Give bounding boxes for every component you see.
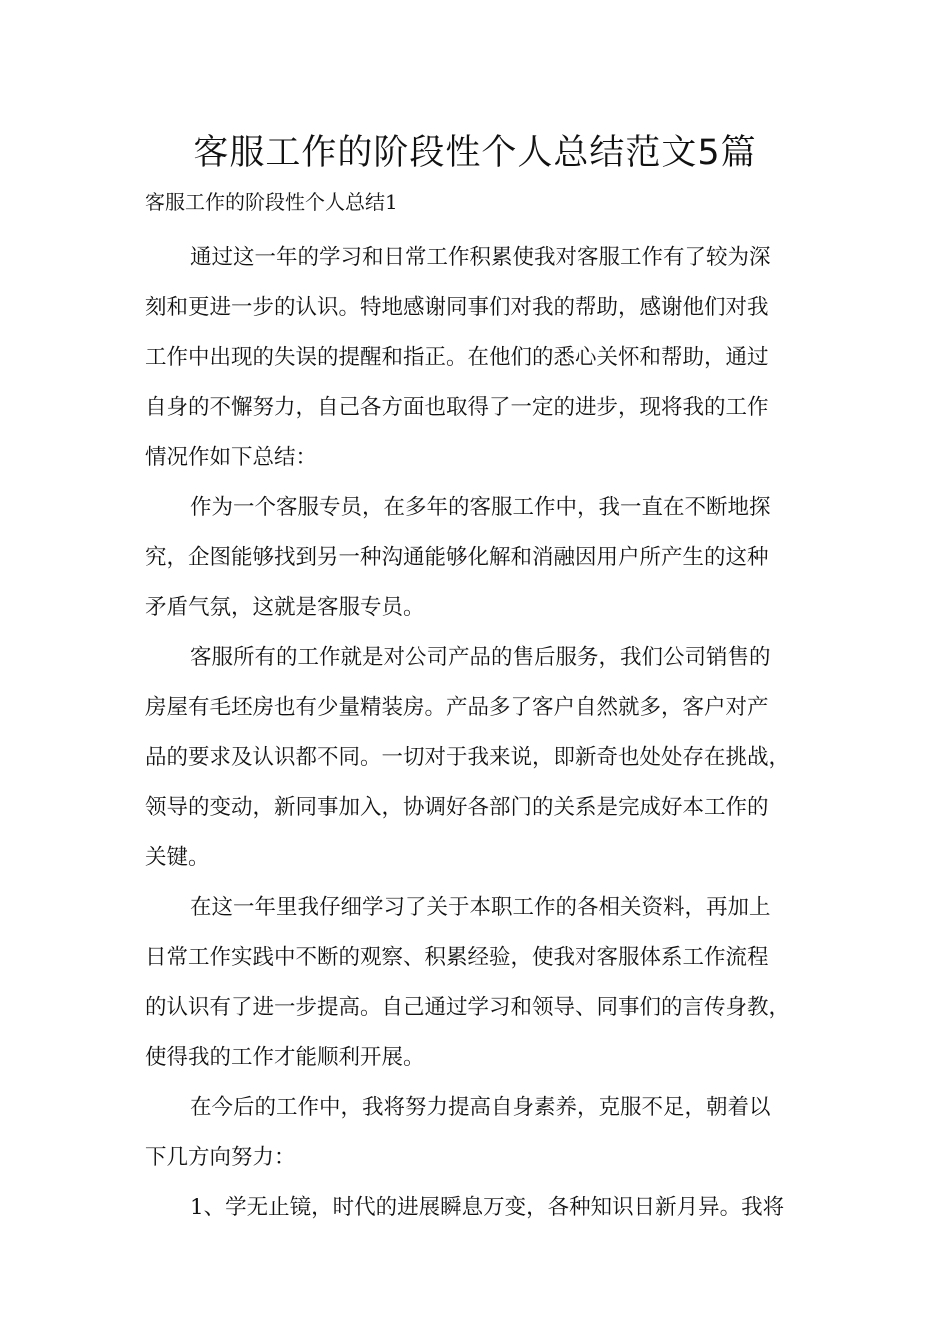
text-line: 通过这一年的学习和日常工作积累使我对客服工作有了较为深 <box>190 245 771 270</box>
paragraph-3 <box>145 633 825 883</box>
text-line: 刻和更进一步的认识。特地感谢同事们对我的帮助，感谢他们对我 <box>145 295 769 320</box>
text-line: 在这一年里我仔细学习了关于本职工作的各相关资料，再加上 <box>190 895 771 920</box>
text-line: 下几方向努力： <box>145 1145 296 1170</box>
text-line: 的认识有了进一步提高。自己通过学习和领导、同事们的言传身教， <box>145 995 791 1020</box>
paragraph-2 <box>145 483 825 633</box>
section-heading: 客服工作的阶段性个人总结1 <box>145 190 398 214</box>
text-line: 客服所有的工作就是对公司产品的售后服务，我们公司销售的 <box>190 645 771 670</box>
document-body <box>145 233 825 1233</box>
text-line: 品的要求及认识都不同。一切对于我来说，即新奇也处处存在挑战， <box>145 745 791 770</box>
text-line: 日常工作实践中不断的观察、积累经验，使我对客服体系工作流程 <box>145 945 769 970</box>
text-line: 究，企图能够找到另一种沟通能够化解和消融因用户所产生的这种 <box>145 545 769 570</box>
paragraph-4 <box>145 883 825 1083</box>
text-line: 情况作如下总结： <box>145 445 318 470</box>
paragraph-6 <box>145 1183 825 1233</box>
text-line: 使得我的工作才能顺利开展。 <box>145 1045 425 1070</box>
document-title: 客服工作的阶段性个人总结范文5篇 <box>193 133 757 173</box>
text-line: 房屋有毛坯房也有少量精装房。产品多了客户自然就多，客户对产 <box>145 695 769 720</box>
text-line: 1、学无止镜，时代的进展瞬息万变，各种知识日新月异。我将 <box>190 1195 785 1220</box>
text-line: 关键。 <box>145 845 210 870</box>
text-line: 作为一个客服专员，在多年的客服工作中，我一直在不断地探 <box>190 495 771 520</box>
paragraph-1 <box>145 233 825 483</box>
text-line: 矛盾气氛，这就是客服专员。 <box>145 595 425 620</box>
text-line: 自身的不懈努力，自己各方面也取得了一定的进步，现将我的工作 <box>145 395 769 420</box>
text-line: 在今后的工作中，我将努力提高自身素养，克服不足，朝着以 <box>190 1095 771 1120</box>
paragraph-5 <box>145 1083 825 1183</box>
text-line: 工作中出现的失误的提醒和指正。在他们的悉心关怀和帮助，通过 <box>145 345 769 370</box>
text-line: 领导的变动，新同事加入，协调好各部门的关系是完成好本工作的 <box>145 795 769 820</box>
